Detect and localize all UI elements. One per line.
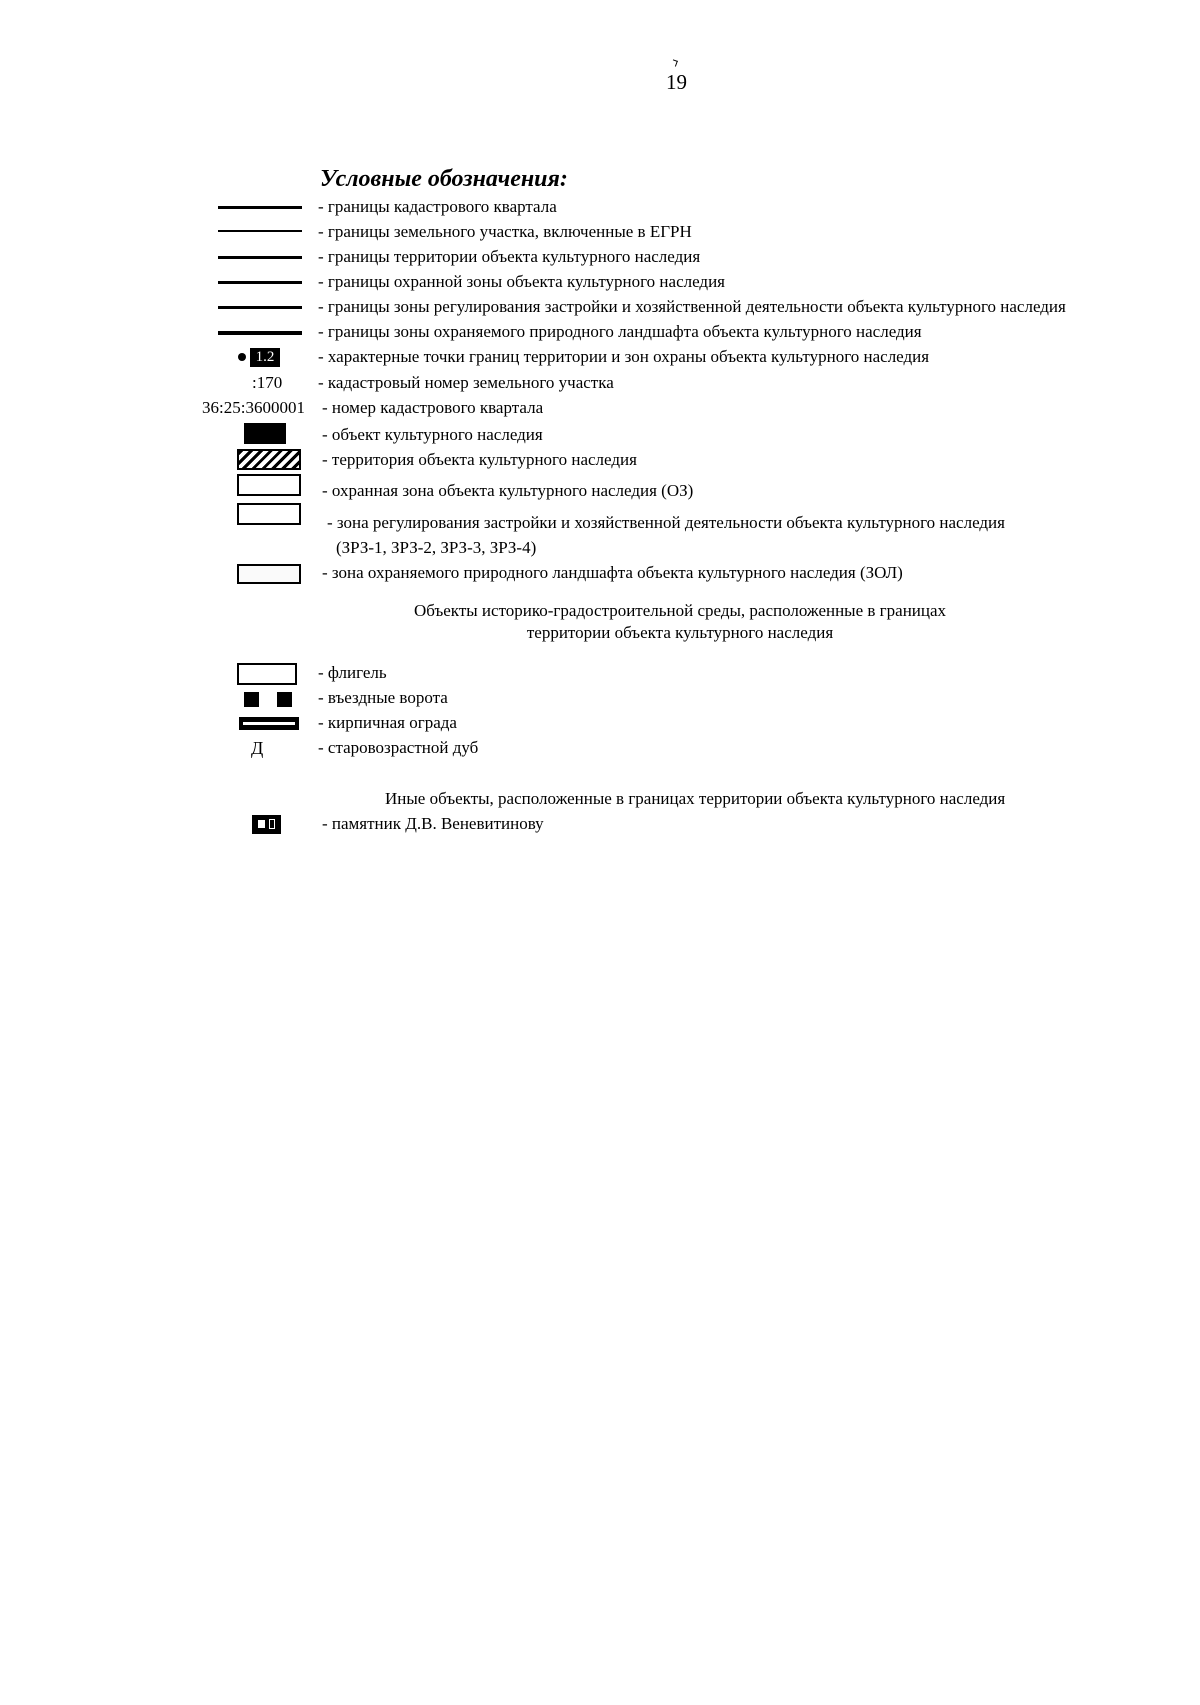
legend-title: Условные обозначения:: [320, 166, 568, 192]
brick-fence-symbol: [239, 717, 299, 730]
monument-icon: [252, 815, 281, 834]
legend-item-13: - зона регулирования застройки и хозяйственной деятельности объекта культурного наследия: [327, 513, 1005, 532]
legend-item-7: - характерные точки границ территории и зон охраны объекта культурного наследия: [318, 347, 930, 366]
point-dot-icon: [238, 353, 246, 361]
legend-item-8: - кадастровый номер земельного участка: [318, 373, 614, 392]
regulation-zone-line-symbol: [218, 306, 302, 309]
oak-symbol: Д: [251, 738, 264, 758]
legend-item-13-cont: (ЗРЗ-1, ЗРЗ-2, ЗРЗ-3, ЗРЗ-4): [336, 538, 537, 557]
legend-item-11: - территория объекта культурного наследия: [322, 450, 637, 469]
land-plot-line-symbol: [218, 230, 302, 232]
landscape-zone-box-symbol: [237, 564, 301, 584]
historic-item-4: - старовозрастной дуб: [318, 738, 479, 757]
parcel-number-symbol: :170: [252, 373, 283, 392]
legend-item-4: - границы охранной зоны объекта культурного наследия: [318, 272, 725, 291]
legend-item-9: - номер кадастрового квартала: [322, 398, 544, 417]
legend-item-14: - зона охраняемого природного ландшафта объекта культурного наследия (ЗОЛ): [322, 563, 903, 582]
cadastral-quarter-line-symbol: [218, 206, 302, 209]
legend-item-5: - границы зоны регулирования застройки и хозяйственной деятельности объекта культурного наследия: [318, 297, 1066, 316]
historic-item-1: - флигель: [318, 663, 387, 682]
heritage-territory-line-symbol: [218, 256, 302, 259]
outbuilding-box-symbol: [237, 663, 297, 685]
regulation-zone-box-symbol: [237, 503, 301, 525]
legend-item-1: - границы кадастрового квартала: [318, 197, 557, 216]
legend-item-2: - границы земельного участка, включенные в ЕГРН: [318, 222, 692, 241]
landscape-zone-line-symbol: [218, 331, 302, 335]
page-number: 19: [666, 70, 687, 94]
page-number-mark: [671, 59, 678, 66]
historic-section-heading-line2: территории объекта культурного наследия: [526, 623, 834, 642]
historic-item-2: - въездные ворота: [318, 688, 448, 707]
legend-item-12: - охранная зона объекта культурного наследия (ОЗ): [322, 481, 694, 500]
legend-item-3: - границы территории объекта культурного наследия: [318, 247, 701, 266]
point-label-badge: 1.2: [250, 348, 280, 367]
historic-section-heading-line1: Объекты историко-градостроительной среды, расположенные в границах: [413, 601, 947, 620]
protection-zone-box-symbol: [237, 474, 301, 496]
gate-left-icon: [244, 692, 259, 707]
legend-item-6: - границы зоны охраняемого природного ландшафта объекта культурного наследия: [318, 322, 922, 341]
protection-zone-line-symbol: [218, 281, 302, 284]
other-section-heading: Иные объекты, расположенные в границах территории объекта культурного наследия: [385, 789, 1006, 808]
other-item-1: - памятник Д.В. Веневитинову: [322, 814, 544, 833]
legend-item-10: - объект культурного наследия: [322, 425, 543, 444]
quarter-number-symbol: 36:25:3600001: [202, 398, 305, 417]
historic-item-3: - кирпичная ограда: [318, 713, 457, 732]
gate-right-icon: [277, 692, 292, 707]
heritage-territory-hatch-symbol: [237, 449, 301, 470]
heritage-object-symbol: [244, 423, 286, 444]
